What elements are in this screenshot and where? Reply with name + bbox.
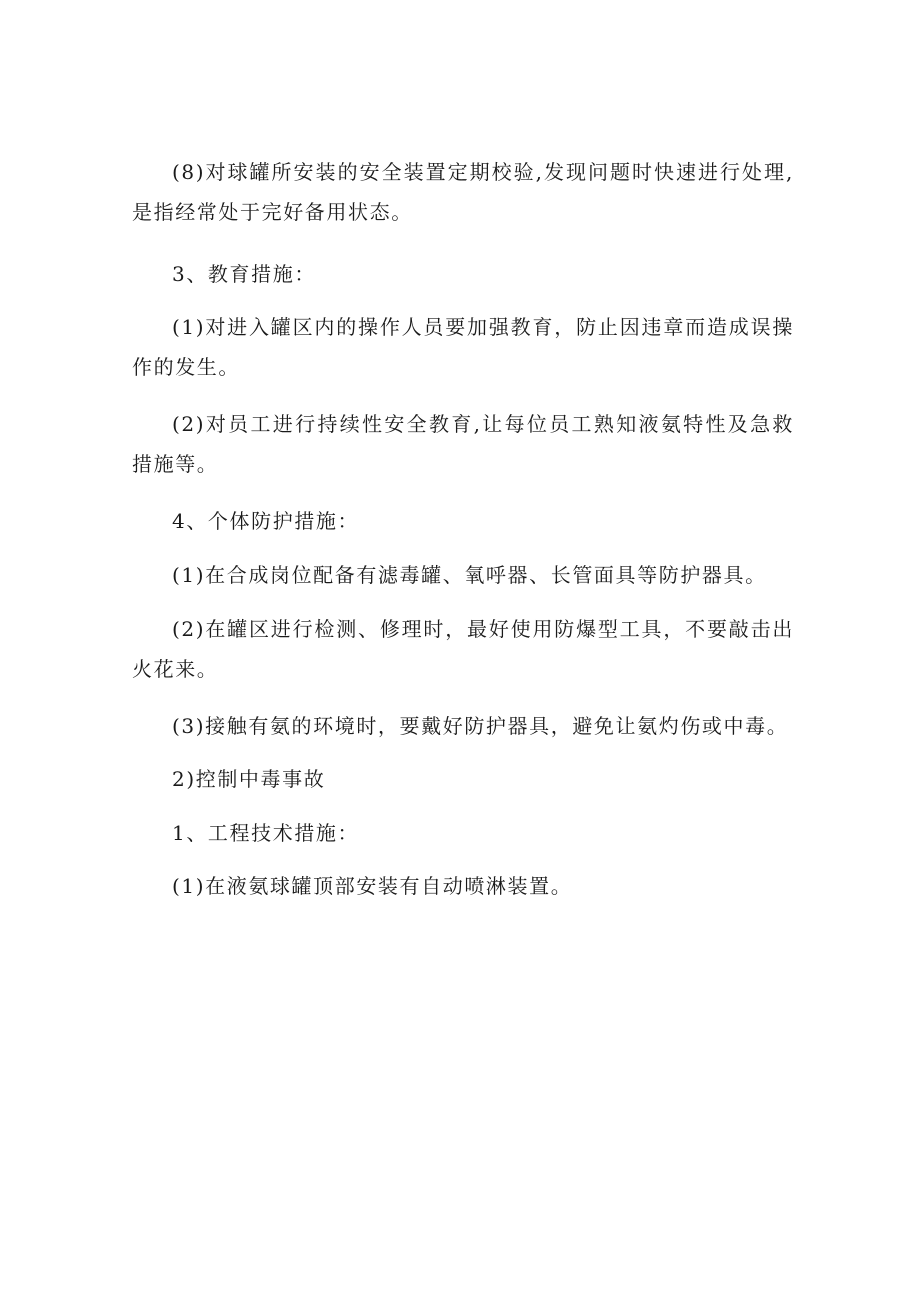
- paragraph-ammonia-contact-protection: (3)接触有氨的环境时，要戴好防护器具，避免让氨灼伤或中毒。: [172, 714, 789, 738]
- heading-engineering-technical-measures: 1、工程技术措施：: [172, 821, 360, 845]
- paragraph-protective-equipment: (1)在合成岗位配备有滤毒罐、氧呼器、长管面具等防护器具。: [172, 563, 767, 587]
- paragraph-safety-device-calibration: (8)对球罐所安装的安全装置定期校验,发现问题时快速进行处理,是指经常处于完好备用状态。: [132, 160, 794, 224]
- paragraph-operator-education: (1)对进入罐区内的操作人员要加强教育，防止因违章而造成误操作的发生。: [132, 315, 794, 379]
- heading-control-poisoning-accidents: 2)控制中毒事故: [172, 767, 326, 791]
- paragraph-continuous-safety-education: (2)对员工进行持续性安全教育,让每位员工熟知液氨特性及急救措施等。: [132, 412, 794, 476]
- heading-education-measures: 3、教育措施：: [172, 262, 316, 286]
- paragraph-explosion-proof-tools: (2)在罐区进行检测、修理时，最好使用防爆型工具，不要敲击出火花来。: [132, 617, 794, 681]
- paragraph-automatic-sprinkler: (1)在液氨球罐顶部安装有自动喷淋装置。: [172, 874, 573, 898]
- heading-personal-protection-measures: 4、个体防护措施：: [172, 509, 360, 533]
